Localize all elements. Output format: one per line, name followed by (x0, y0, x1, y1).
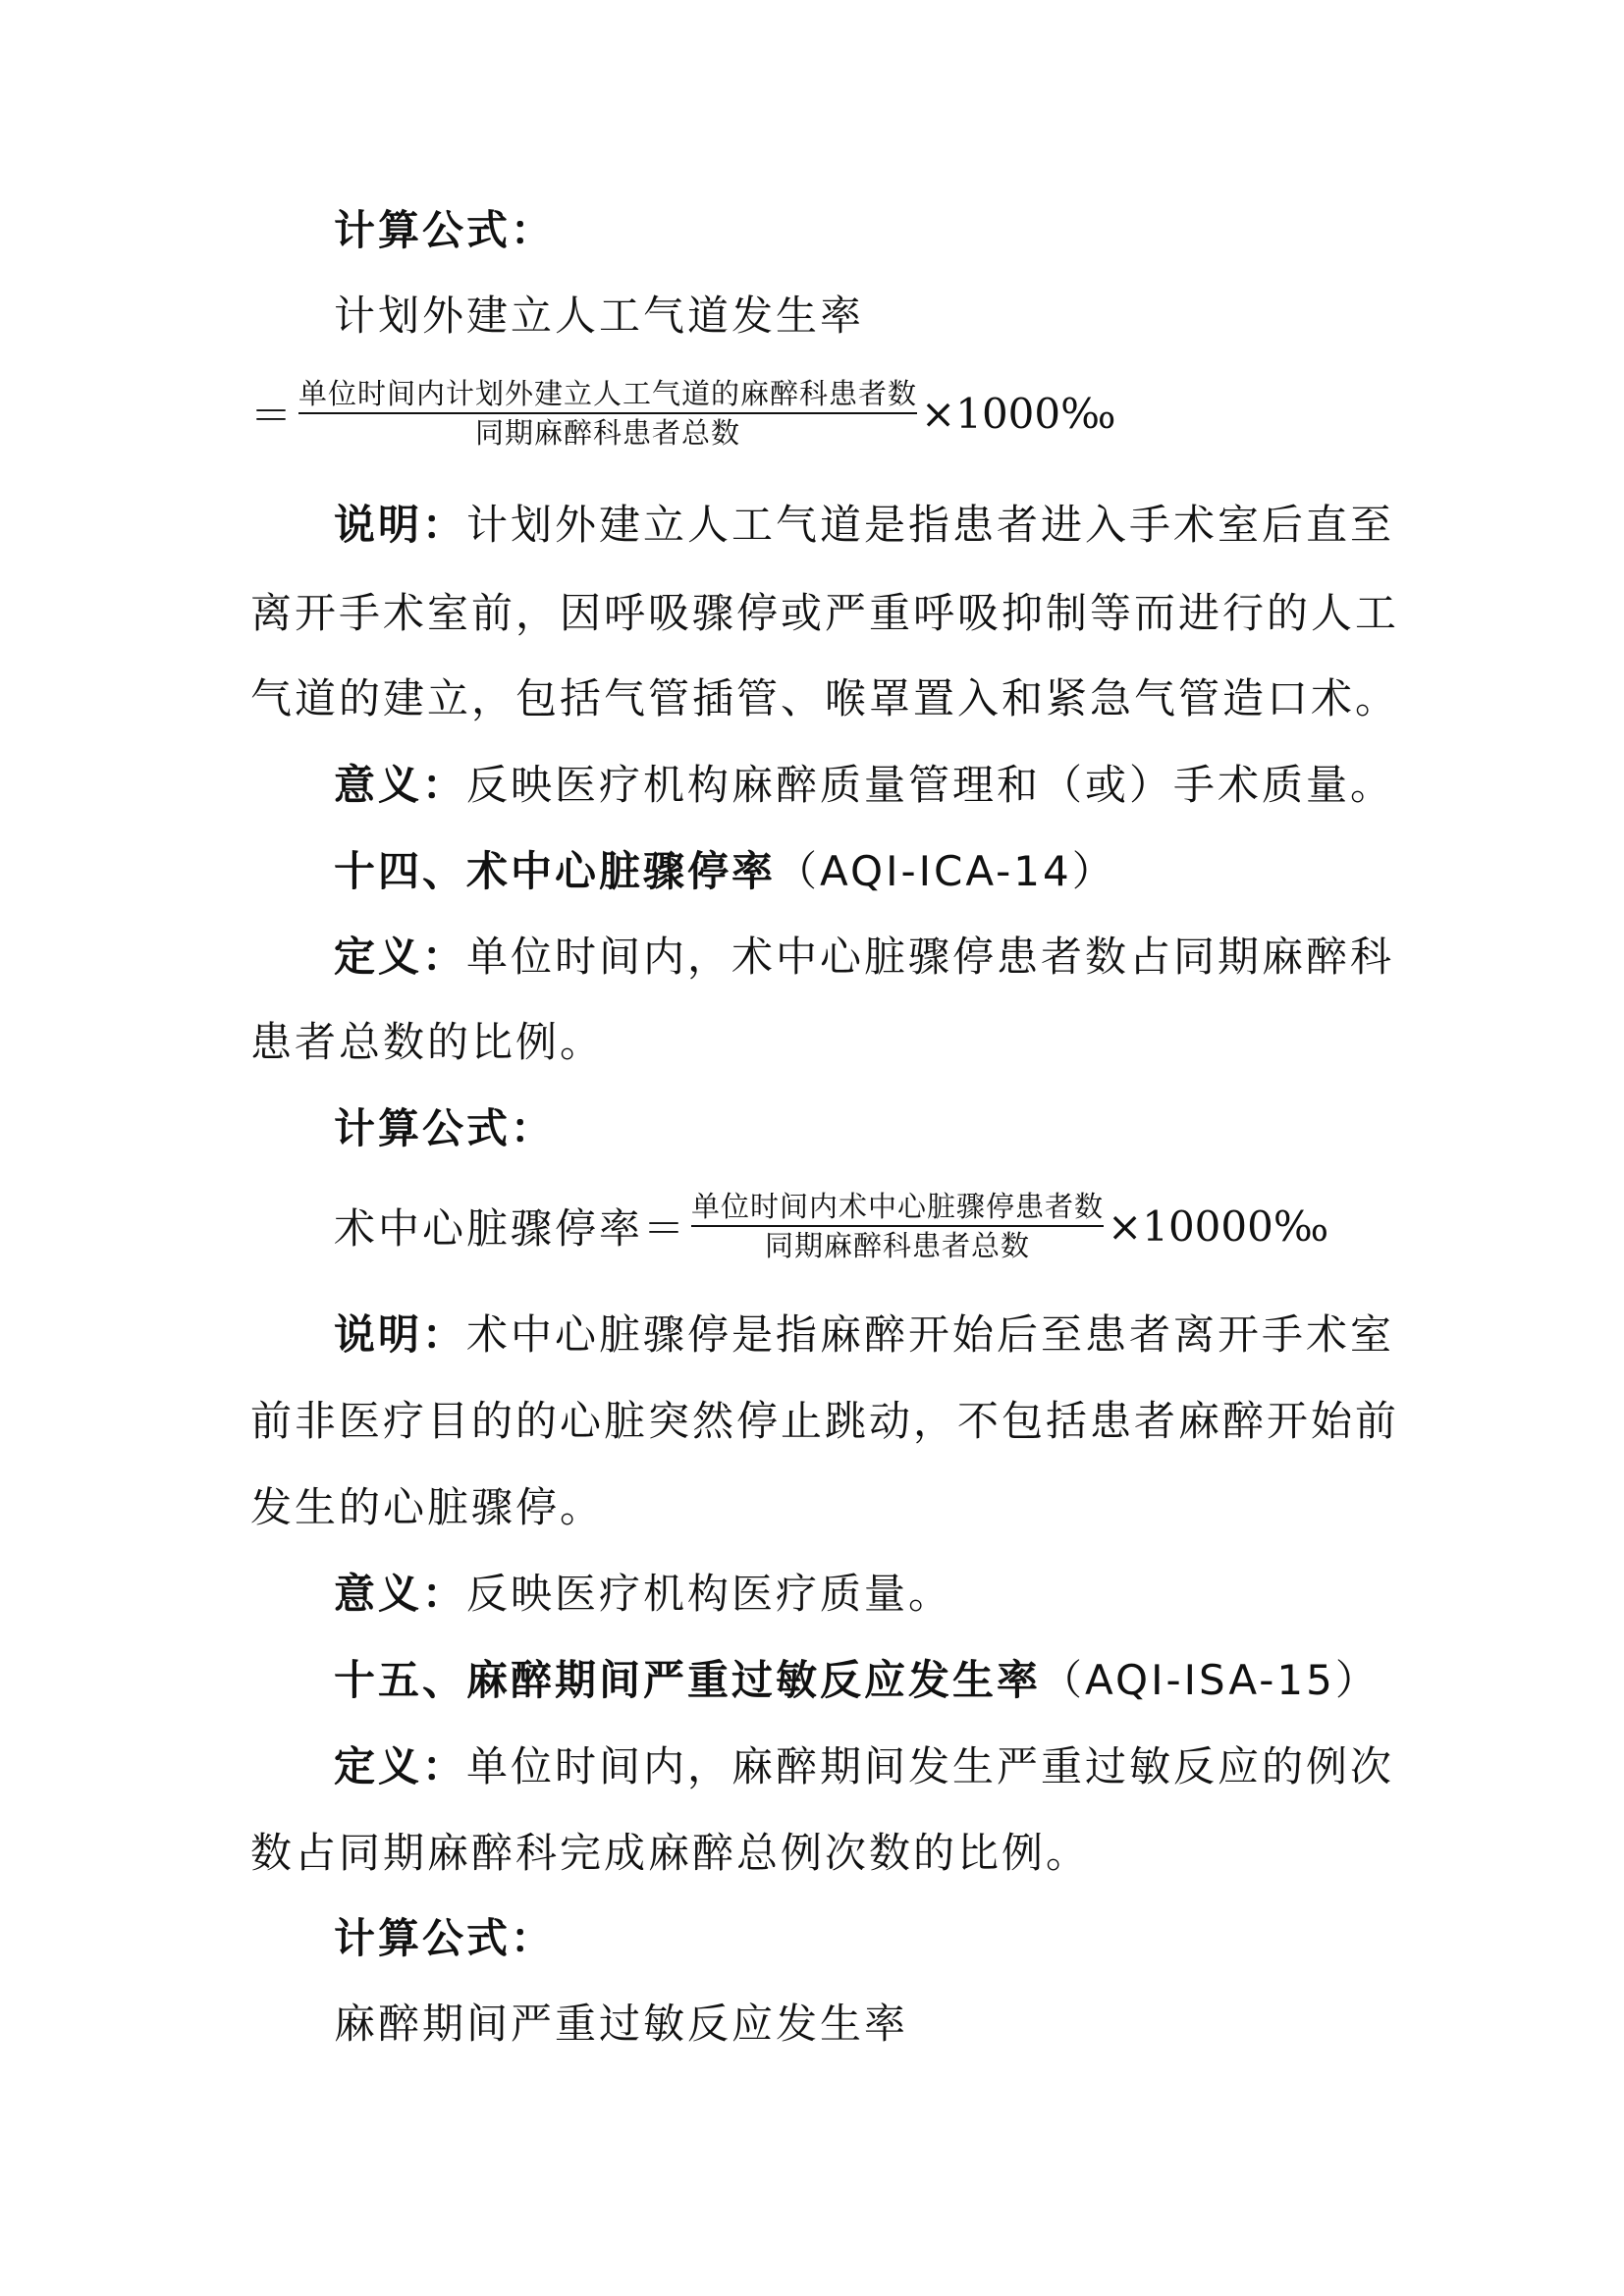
heading-code: （AQI-ISA-15） (1041, 1656, 1380, 1704)
formula-suffix: ×1000‰ (921, 389, 1116, 438)
definition-label: 定义： (334, 933, 467, 981)
definition-label: 定义： (334, 1742, 467, 1790)
heading-text: 十四、术中心脏骤停率 (334, 847, 777, 895)
formula-2 (334, 1188, 1328, 1264)
note-1-line-3: 气道的建立，包括气管插管、喉罩置入和紧急气管造口术。 (250, 674, 1400, 722)
section-14-definition-line-1 (334, 928, 1394, 987)
formula-prefix: 术中心脏骤停率＝ (334, 1204, 688, 1253)
meaning-text: 反映医疗机构医疗质量。 (466, 1570, 953, 1618)
note-text: 计划外建立人工气道是指患者进入手术室后直至 (466, 501, 1395, 549)
fraction (298, 375, 917, 452)
meaning-text: 反映医疗机构麻醉质量管理和（或）手术质量。 (466, 761, 1395, 809)
meaning-label: 意义： (334, 1570, 467, 1618)
formula-prefix: ＝ (250, 392, 296, 440)
section-14-note-line-2: 前非医疗目的的心脏突然停止跳动，不包括患者麻醉开始前 (250, 1397, 1400, 1445)
fraction-numerator: 单位时间内术中心脏骤停患者数 (691, 1190, 1105, 1223)
definition-text: 单位时间内，麻醉期间发生严重过敏反应的例次 (466, 1742, 1395, 1790)
section-15-definition-line-1 (334, 1737, 1394, 1796)
definition-text: 单位时间内，术中心脏骤停患者数占同期麻醉科 (466, 933, 1395, 981)
heading-text: 十五、麻醉期间严重过敏反应发生率 (334, 1656, 1042, 1704)
fraction-numerator: 单位时间内计划外建立人工气道的麻醉科患者数 (298, 377, 918, 410)
note-1-line-2: 离开手术室前，因呼吸骤停或严重呼吸抑制等而进行的人工 (250, 589, 1400, 637)
section-15-heading (334, 1651, 1380, 1710)
section-15-formula-label: 计算公式： (334, 1914, 556, 1962)
section-14-note-line-1 (334, 1306, 1394, 1364)
formula-1 (250, 375, 1115, 452)
note-text: 术中心脏骤停是指麻醉开始后至患者离开手术室 (466, 1310, 1395, 1359)
fraction-denominator: 同期麻醉科患者总数 (765, 1229, 1031, 1262)
formula-suffix: ×10000‰ (1108, 1201, 1329, 1251)
note-label: 说明： (334, 1310, 467, 1359)
heading-code: （AQI-ICA-14） (776, 847, 1116, 895)
section-14-formula-label: 计算公式： (334, 1104, 556, 1152)
note-label: 说明： (334, 501, 467, 549)
note-1-line-1 (334, 496, 1394, 555)
fraction (691, 1188, 1104, 1264)
section-14-meaning (334, 1565, 952, 1624)
formula-title: 计划外建立人工气道发生率 (334, 292, 865, 340)
section-15-definition-line-2: 数占同期麻醉科完成麻醉总例次数的比例。 (250, 1829, 1091, 1877)
meaning-1 (334, 756, 1394, 815)
fraction-denominator: 同期麻醉科患者总数 (475, 416, 741, 450)
formula-label: 计算公式： (334, 206, 556, 254)
section-15-formula-title: 麻醉期间严重过敏反应发生率 (334, 2000, 909, 2048)
meaning-label: 意义： (334, 761, 467, 809)
section-14-definition-line-2: 患者总数的比例。 (250, 1018, 605, 1066)
section-14-note-line-3: 发生的心脏骤停。 (250, 1483, 605, 1531)
section-14-heading (334, 842, 1116, 901)
